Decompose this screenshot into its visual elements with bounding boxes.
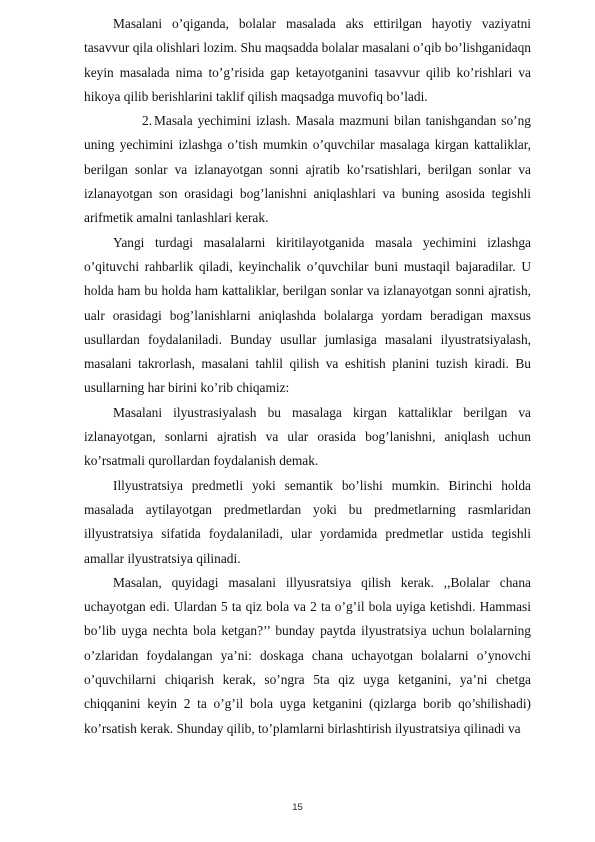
- page-number: 15: [292, 802, 303, 813]
- paragraph-illustration-definition: Masalani ilyustrasiyalash bu masalaga kirgan kattaliklar berilgan va izlanayotgan, sonlarni ajratish va ular orasida bog’lanishni, aniqlash uchun ko’rsatmali qurollardan foydalanish demak.: [84, 404, 531, 469]
- paragraph-teacher-guidance: Yangi turdagi masalalarni kiritilayotganida masala yechimini izlashga o’qituvchi rahbarlik qiladi, keyinchalik o’quvchilar buni mustaqil bajaradilar. U holda ham bu holda ham kattaliklar, berilgan sonlar va izlanayotgan sonni ajratish, ualr orasidagi bog’lanishlarni aniqlashda bolalarga yordam beradigan maxsus usullardan foydalaniladi. Bunday usullar jumlasiga masalani ilyustratsiyalash, masalani takrorlash, masalani tahlil qilish va eshitish planini tuzish kiradi. Bu usullarning har birini ko’rib chiqamiz:: [84, 234, 531, 396]
- paragraph-solution-search-text: Masala yechimini izlash. Masala mazmuni bilan tanishgandan so’ng uning yechimini izlashga o’tish mumkin o’quvchilar masalaga kirgan kattaliklar, berilgan sonlar va izlanayotgan sonni ajratib ko’rsatishlari, berilgan sonlar va izlanayotgan son orasidagi bog’lanishni aniqlashlari va buning asosida tegishli arifmetik amalni tanlashlari kerak.: [84, 113, 531, 226]
- document-body: [84, 12, 531, 741]
- paragraph-illustration-types: Illyustratsiya predmetli yoki semantik bo’lishi mumkin. Birinchi holda masalada aytilayotgan predmetlardan yoki bu predmetlarning rasmlaridan illyustratsiya sifatida foydalaniladi, ular yordamida predmetlar ustida tegishli amallar ilyustratsiya qilinadi.: [84, 477, 531, 566]
- paragraph-solution-search: [84, 109, 531, 230]
- paragraph-imagining-situation: Masalani o’qiganda, bolalar masalada aks ettirilgan hayotiy vaziyatni tasavvur qila olishlari lozim. Shu maqsadda bolalar masalani o’qib bo’lishganidaqn keyin masalada nima to’g’risida gap ketayotganini tasavvur qilib ko’rishlari va hikoya qilib berishlarini taklif qilish maqsadga muvofiq bo’ladi.: [84, 16, 531, 104]
- paragraph-example: Masalan, quyidagi masalani illyusratsiya qilish kerak. ,,Bolalar chana uchayotgan edi. Ulardan 5 ta qiz bola va 2 ta o’g’il bola uyiga ketishdi. Hammasi bo’lib uyga nechta bola ketgan?’’ bunday paytda ilyustratsiya uchun bolalarning o’zlaridan foydalangan ya’ni: doskaga chana uchayotgan bolalarni o’ynovchi o’quvchilarni chiqarish kerak, so’ngra 5ta qiz uyga ketganini, ya’ni chetga chiqqanini keyin 2 ta o’g’il bola uyga ketganini (qizlarga borib qo’shilishadi) ko’rsatish kerak. Shunday qilib, to’plamlarni birlashtirish ilyustratsiya qilinadi va: [84, 574, 531, 736]
- list-item-number: 2.: [142, 113, 153, 129]
